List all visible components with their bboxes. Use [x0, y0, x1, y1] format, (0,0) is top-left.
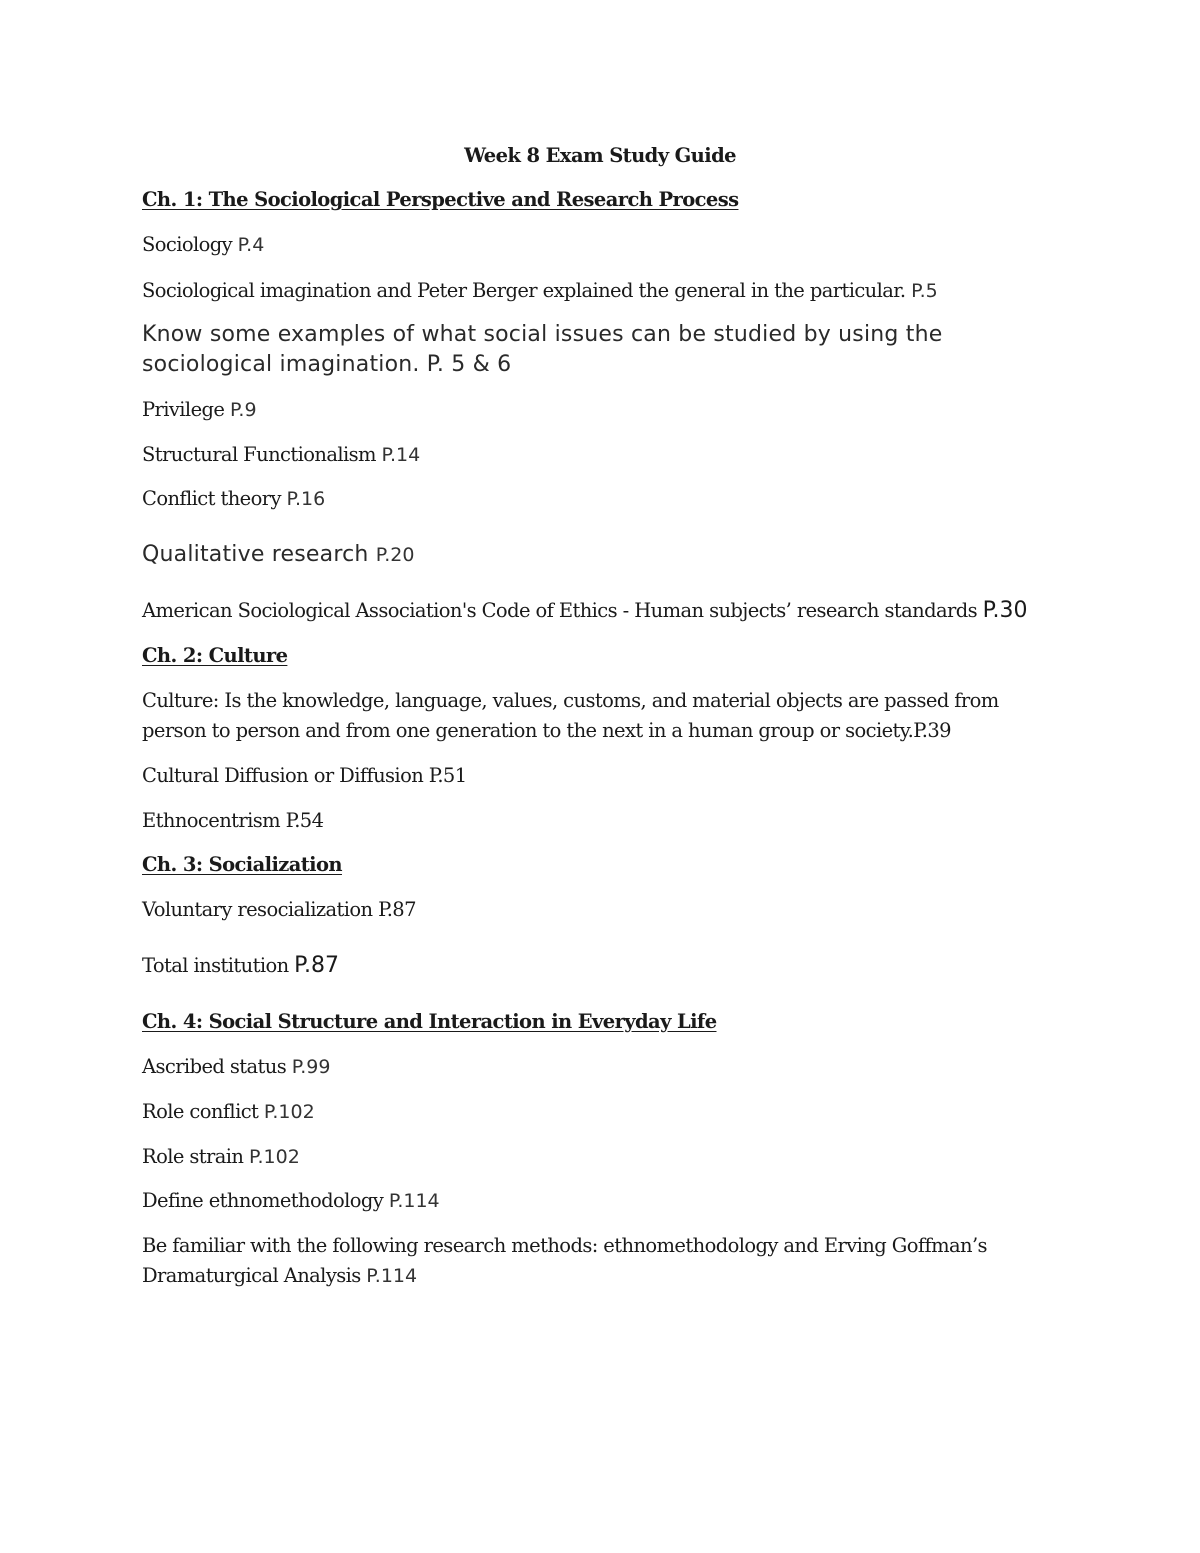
item-page-ref: P.16 — [286, 488, 326, 510]
study-item-culture-definition — [142, 686, 1022, 746]
chapter-2-heading: Ch. 2: Culture — [142, 644, 288, 667]
study-item-total-institution — [142, 951, 339, 981]
item-term: Know some examples of what social issues can be studied by using the sociological imagination. P. 5 & 6 — [142, 322, 943, 377]
item-term: Ethnocentrism — [142, 809, 286, 832]
study-item-qualitative-research — [142, 540, 414, 570]
item-term: Voluntary resocialization — [142, 898, 379, 921]
study-item-role-strain — [142, 1142, 300, 1172]
item-term: Cultural Diffusion or Diffusion — [142, 764, 429, 787]
item-page-ref: P.5 — [911, 280, 938, 302]
study-item-ethnocentrism — [142, 806, 323, 836]
study-item-research-methods — [142, 1231, 1022, 1291]
item-page-ref: P.51 — [428, 764, 467, 787]
item-term: Qualitative research — [142, 542, 376, 567]
item-page-ref: P.87 — [378, 898, 416, 921]
item-page-ref: P.102 — [248, 1146, 300, 1168]
item-page-ref: P.114 — [366, 1265, 418, 1287]
item-term: Ascribed status — [142, 1055, 292, 1078]
study-item-privilege — [142, 395, 257, 425]
study-item-sociological-imagination — [142, 276, 938, 306]
item-page-ref: P.14 — [381, 444, 421, 466]
document-title: Week 8 Exam Study Guide — [464, 144, 736, 167]
item-page-ref: P.54 — [285, 809, 324, 832]
item-term: Structural Functionalism — [142, 443, 382, 466]
study-item-cultural-diffusion — [142, 761, 467, 791]
study-item-asa-code-of-ethics — [142, 596, 1027, 626]
item-page-ref: P.20 — [375, 544, 415, 566]
study-item-sociology — [142, 230, 264, 260]
study-item-examples-social-issues — [142, 320, 1022, 380]
item-page-ref: P.87 — [294, 953, 339, 978]
study-item-structural-functionalism — [142, 440, 420, 470]
item-page-ref: P.102 — [263, 1101, 315, 1123]
item-term: Sociological imagination and Peter Berger explained the general in the particular. — [142, 279, 912, 302]
study-item-ascribed-status — [142, 1052, 330, 1082]
item-page-ref: P.114 — [388, 1190, 440, 1212]
item-page-ref: P.9 — [229, 399, 257, 421]
study-item-conflict-theory — [142, 484, 325, 514]
item-page-ref: P.39 — [913, 719, 951, 742]
study-item-voluntary-resocialization — [142, 895, 416, 925]
item-term: Be familiar with the following research methods: ethnomethodology and Erving Goffman’s Dramaturgical Analysis — [142, 1234, 987, 1287]
item-term: Conflict theory — [142, 487, 287, 510]
item-term: Culture: Is the knowledge, language, values, customs, and material objects are passed from person to person and from one generation to the next in a human group or society. — [142, 689, 999, 742]
item-term: Role conflict — [142, 1100, 264, 1123]
chapter-3-heading: Ch. 3: Socialization — [142, 853, 342, 876]
item-term: American Sociological Association's Code of Ethics - Human subjects’ research standards — [142, 599, 983, 622]
item-term: Sociology — [142, 233, 238, 256]
item-page-ref: P.99 — [291, 1056, 331, 1078]
study-item-ethnomethodology — [142, 1186, 440, 1216]
study-item-role-conflict — [142, 1097, 315, 1127]
item-term: Role strain — [142, 1145, 249, 1168]
chapter-4-heading: Ch. 4: Social Structure and Interaction in Everyday Life — [142, 1010, 717, 1033]
item-term: Define ethnomethodology — [142, 1189, 389, 1212]
item-term: Total institution — [142, 954, 295, 977]
chapter-1-heading: Ch. 1: The Sociological Perspective and Research Process — [142, 188, 739, 211]
item-term: Privilege — [142, 398, 230, 421]
item-page-ref: P.4 — [237, 234, 265, 256]
item-page-ref: P.30 — [982, 598, 1028, 623]
